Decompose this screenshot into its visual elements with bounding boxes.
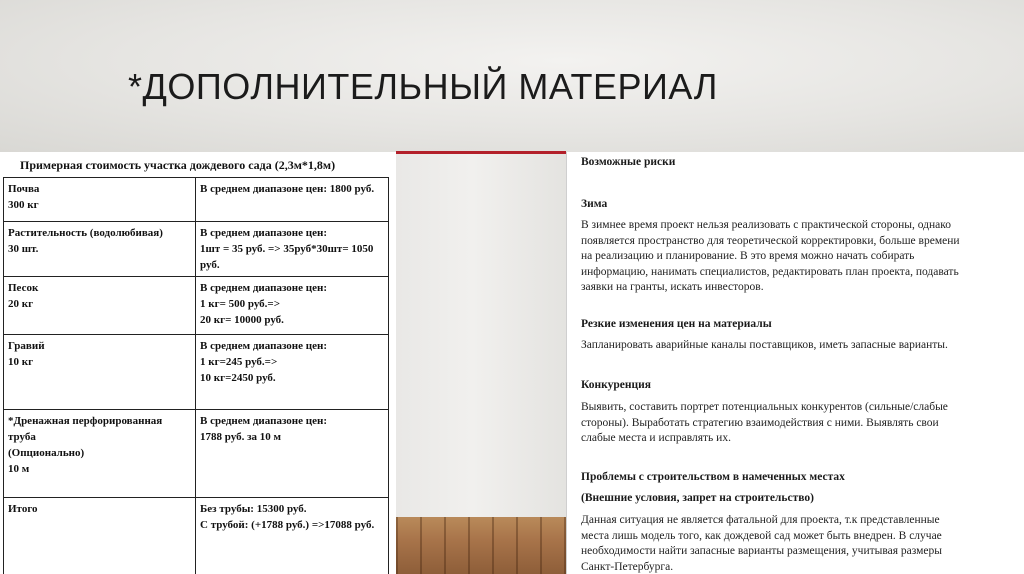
cell-text: Гравий xyxy=(8,340,45,352)
cell-text: *Дренажная перфорированная труба xyxy=(8,415,163,443)
text-line: необходимости найти запасные варианты размещения, учитывая размеры xyxy=(581,545,942,557)
table-cell-cost xyxy=(196,410,389,498)
prices-title: Резкие изменения цен на материалы xyxy=(581,318,772,330)
cell-text: 20 кг xyxy=(8,298,34,310)
table-cell-item xyxy=(4,277,196,335)
table-cell-cost xyxy=(196,222,389,277)
cell-text: 1шт = 35 руб. => 35руб*30шт= 1050 xyxy=(200,243,374,255)
table-row xyxy=(4,410,389,498)
table-cell-cost xyxy=(196,335,389,410)
winter-text xyxy=(581,218,1021,296)
cost-table xyxy=(3,177,389,574)
construction-subtitle: (Внешние условия, запрет на строительство) xyxy=(581,492,814,504)
cell-text: 10 кг xyxy=(8,356,34,368)
cell-text: В среднем диапазоне цен: xyxy=(200,282,327,294)
text-line: Данная ситуация не является фатальной для проекта, т.к представленные xyxy=(581,514,940,526)
prices-text xyxy=(581,338,1021,354)
cell-text: Итого xyxy=(8,503,38,515)
table-row xyxy=(4,498,389,574)
cell-text: Почва xyxy=(8,183,40,195)
text-line: на реализацию и планирование. В это время можно начать собирать xyxy=(581,250,915,262)
text-line: информацию, нанимать специалистов, редактировать план проекта, подавать xyxy=(581,265,959,278)
cost-table-caption: Примерная стоимость участка дождевого сада (2,3м*1,8м) xyxy=(20,158,336,172)
accent-line xyxy=(396,151,566,154)
cell-text: 1788 руб. за 10 м xyxy=(200,431,281,443)
table-row xyxy=(4,277,389,335)
cell-text: 1 кг= 500 руб.=> xyxy=(200,298,280,310)
cell-text: Растительность (водолюбивая) xyxy=(8,227,163,239)
table-cell-item xyxy=(4,335,196,410)
cell-text: В среднем диапазоне цен: xyxy=(200,227,327,239)
header-band xyxy=(0,0,1024,152)
risks-panel xyxy=(566,152,1024,574)
table-cell-item xyxy=(4,410,196,498)
cell-text: В среднем диапазоне цен: xyxy=(200,415,327,427)
text-line: слабые места и исправлять их. xyxy=(581,432,731,444)
construction-title: Проблемы с строительством в намеченных местах xyxy=(581,471,845,483)
cell-text: руб. xyxy=(200,259,220,271)
cell-text: В среднем диапазоне цен: xyxy=(200,340,327,352)
table-row xyxy=(4,335,389,410)
text-line: места лишь модель того, как дождевой сад может быть внедрен. В случае xyxy=(581,529,942,542)
cell-text: С трубой: (+1788 руб.) =>17088 руб. xyxy=(200,519,375,531)
table-row xyxy=(4,222,389,277)
cell-text: 10 кг=2450 руб. xyxy=(200,372,276,384)
text-line: В зимнее время проект нельзя реализовать с практической стороны, однако xyxy=(581,219,952,231)
cell-text: (Опционально) xyxy=(8,447,85,459)
wooden-floor xyxy=(396,517,566,574)
cell-text: Без трубы: 15300 руб. xyxy=(200,503,307,515)
text-line: Запланировать аварийные каналы поставщиков, иметь запасные варианты. xyxy=(581,339,948,351)
cell-text: 1 кг=245 руб.=> xyxy=(200,356,278,368)
risks-heading: Возможные риски xyxy=(581,156,676,168)
cost-panel xyxy=(0,152,396,574)
text-line: заявки на гранты, искать инвесторов. xyxy=(581,281,764,293)
table-cell-item xyxy=(4,222,196,277)
text-line: стороны). Выработать стратегию взаимодействия с ними. Выявлять свои xyxy=(581,416,939,429)
slide-title: *ДОПОЛНИТЕЛЬНЫЙ МАТЕРИАЛ xyxy=(128,66,718,107)
cell-text: 10 м xyxy=(8,463,30,475)
cell-text: Песок xyxy=(8,282,39,294)
table-cell-cost xyxy=(196,498,389,574)
table-cell-item xyxy=(4,498,196,574)
table-cell-item xyxy=(4,178,196,222)
table-row xyxy=(4,178,389,222)
competition-title: Конкуренция xyxy=(581,379,651,391)
winter-title: Зима xyxy=(581,198,608,210)
table-cell-cost xyxy=(196,178,389,222)
text-line: Санкт-Петербурга. xyxy=(581,560,674,573)
cell-text: В среднем диапазоне цен: 1800 руб. xyxy=(200,183,375,195)
text-line: появляется пространство для теоретической корректировки, больше времени xyxy=(581,234,960,247)
construction-text xyxy=(581,513,1021,574)
competition-text xyxy=(581,400,1021,447)
cell-text: 300 кг xyxy=(8,199,39,211)
background-wall xyxy=(396,152,566,517)
table-cell-cost xyxy=(196,277,389,335)
text-line: Выявить, составить портрет потенциальных конкурентов (сильные/слабые xyxy=(581,401,948,413)
cell-text: 20 кг= 10000 руб. xyxy=(200,314,284,326)
cell-text: 30 шт. xyxy=(8,243,39,255)
